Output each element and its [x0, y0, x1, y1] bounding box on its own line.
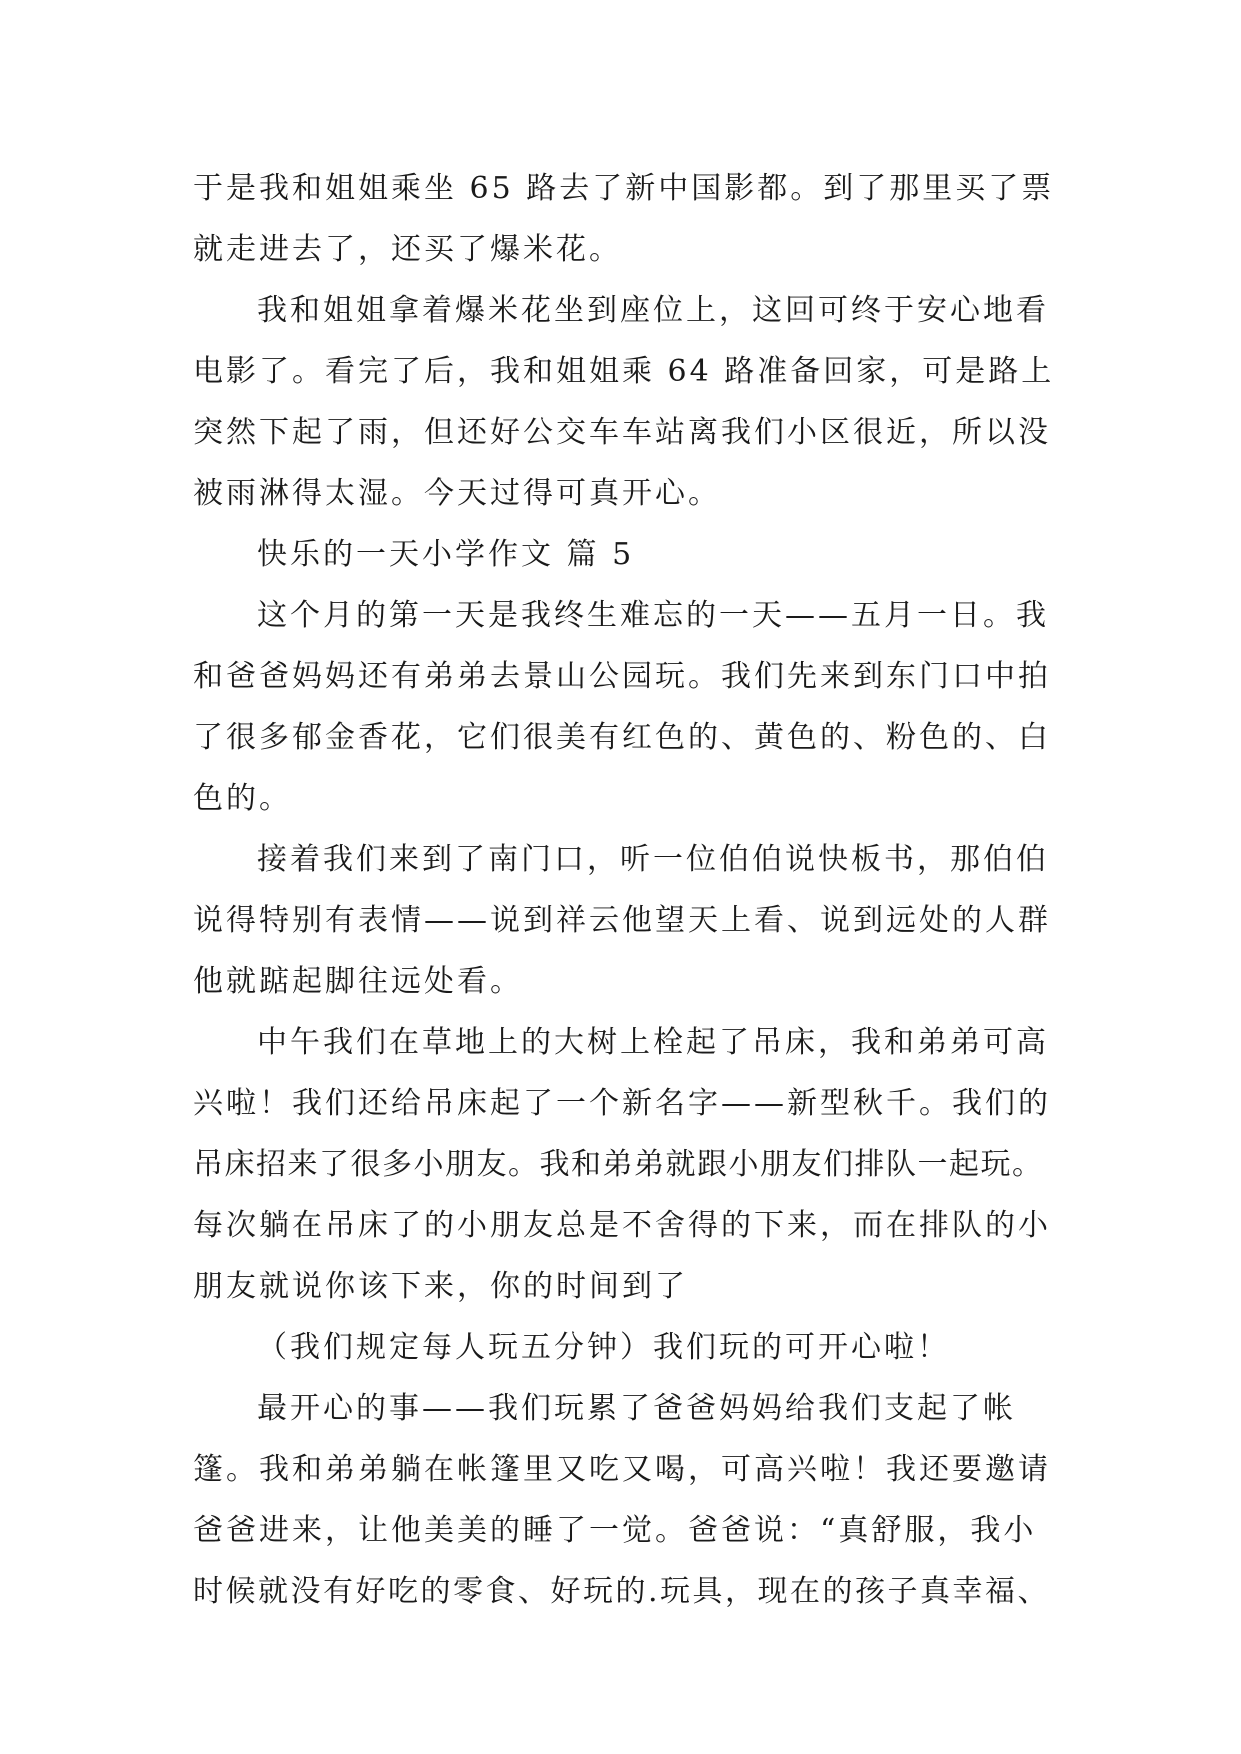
text-line: 和爸爸妈妈还有弟弟去景山公园玩。我们先来到东门口中拍	[193, 659, 1051, 694]
text-line: 时候就没有好吃的零食、好玩的.玩具，现在的孩子真幸福、	[193, 1574, 1051, 1609]
text-line: 电影了。看完了后，我和姐姐乘 64 路准备回家，可是路上	[193, 354, 1055, 389]
text-line: 于是我和姐姐乘坐 65 路去了新中国影都。到了那里买了票	[193, 171, 1055, 206]
text-line: 了很多郁金香花，它们很美有红色的、黄色的、粉色的、白	[193, 720, 1051, 755]
text-line: 接着我们来到了南门口，听一位伯伯说快板书，那伯伯	[257, 842, 1049, 877]
document-body	[193, 158, 1053, 1622]
text-line: 篷。我和弟弟躺在帐篷里又吃又喝，可高兴啦！我还要邀请	[193, 1452, 1051, 1487]
text-line: 色的。	[193, 781, 292, 816]
text-line: 兴啦！我们还给吊床起了一个新名字——新型秋千。我们的	[193, 1086, 1051, 1121]
text-line: （我们规定每人玩五分钟）我们玩的可开心啦！	[257, 1330, 950, 1365]
text-line: 吊床招来了很多小朋友。我和弟弟就跟小朋友们排队一起玩。	[193, 1147, 1044, 1182]
text-line: 快乐的一天小学作文 篇 5	[257, 537, 635, 572]
text-line: 突然下起了雨，但还好公交车车站离我们小区很近，所以没	[193, 415, 1051, 450]
text-line: 爸爸进来，让他美美的睡了一觉。爸爸说：“真舒服，我小	[193, 1513, 1037, 1548]
text-line: 这个月的第一天是我终生难忘的一天——五月一日。我	[257, 598, 1049, 633]
text-line: 我和姐姐拿着爆米花坐到座位上，这回可终于安心地看	[257, 293, 1049, 328]
text-line: 中午我们在草地上的大树上栓起了吊床，我和弟弟可高	[257, 1025, 1049, 1060]
text-line: 被雨淋得太湿。今天过得可真开心。	[193, 476, 721, 511]
text-line: 就走进去了，还买了爆米花。	[193, 232, 622, 267]
text-line: 朋友就说你该下来，你的时间到了	[193, 1269, 688, 1304]
text-line: 他就踮起脚往远处看。	[193, 964, 523, 999]
text-line: 每次躺在吊床了的小朋友总是不舍得的下来，而在排队的小	[193, 1208, 1051, 1243]
text-line: 说得特别有表情——说到祥云他望天上看、说到远处的人群	[193, 903, 1051, 938]
text-line: 最开心的事——我们玩累了爸爸妈妈给我们支起了帐	[257, 1391, 1016, 1426]
